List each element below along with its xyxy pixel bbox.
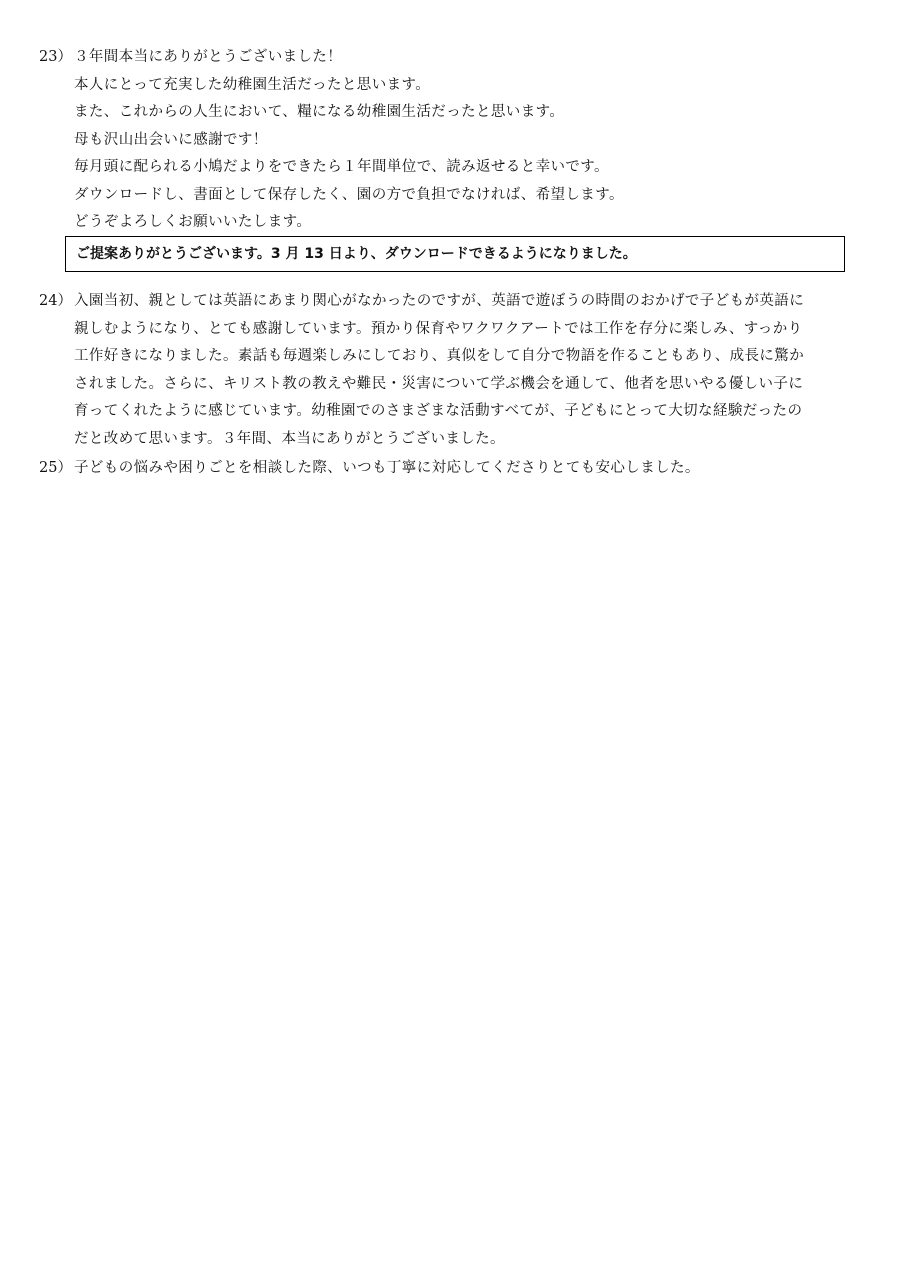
entry-line: 母も沢山出会いに感謝です！ — [74, 131, 268, 148]
entry-line: ３年間本当にありがとうございました！ — [74, 49, 343, 65]
entry-line: また、これからの人生において、糧になる幼稚園生活だったと思います。 — [74, 104, 565, 120]
entry-number: 25） — [39, 460, 72, 476]
entry-text — [74, 288, 864, 453]
entry-text — [74, 455, 864, 483]
entry-line: 育ってくれたように感じています。幼稚園でのさまざまな活動すべてが、子どもにとって大切な経験だったの — [74, 403, 803, 419]
entry-number: 23） — [39, 49, 72, 65]
entry-line: 親しむようになり、とても感謝しています。預かり保育やワクワクアートでは工作を存分に楽しみ、すっかり — [74, 320, 803, 337]
entry-line: 毎月頭に配られる小鳩だよりをできたら１年間単位で、読み返せると幸いです。 — [74, 159, 609, 175]
kindergarten-response-box: ご提案ありがとうございます。3 月 13 日より、ダウンロードできるようになりました。 — [65, 236, 845, 272]
entry-number: 24） — [39, 293, 72, 309]
entry-text — [74, 44, 864, 237]
entry-line: 工作好きになりました。素話も毎週楽しみにしており、真似をして自分で物語を作ることもあり、成長に驚か — [74, 348, 805, 364]
entry-line: 子どもの悩みや困りごとを相談した際、いつも丁寧に対応してくださりとても安心しました。 — [74, 460, 700, 476]
entry-line: どうぞよろしくお願いいたします。 — [74, 214, 312, 230]
entry-line: ダウンロードし、書面として保存したく、園の方で負担でなければ、希望します。 — [74, 186, 624, 203]
entry-line: 本人にとって充実した幼稚園生活だったと思います。 — [74, 76, 431, 93]
entry-line: 入園当初、親としては英語にあまり関心がなかったのですが、英語で遊ぼうの時間のおかげで子どもが英語に — [74, 293, 805, 309]
entry-line: されました。さらに、キリスト教の教えや難民・災害について学ぶ機会を通して、他者を思いやる優しい子に — [74, 375, 804, 392]
entry-line: だと改めて思います。３年間、本当にありがとうございました。 — [74, 430, 505, 447]
